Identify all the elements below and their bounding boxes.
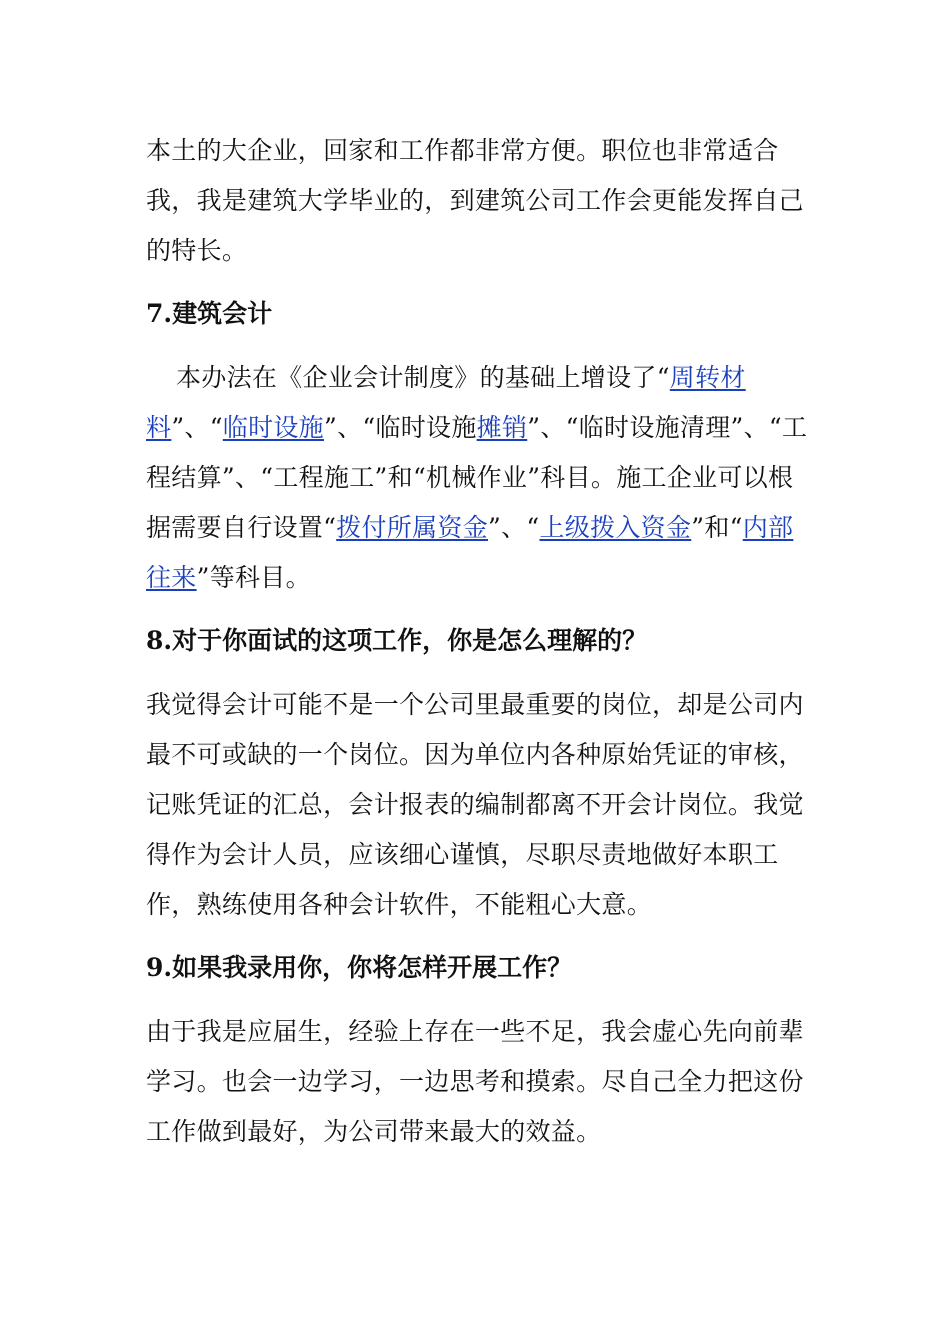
section7-text-3: ”、“临时设施 [323, 413, 477, 442]
section7-text-2: ”、“ [171, 413, 223, 442]
section7-text-6: ”和“ [691, 513, 743, 542]
section7-text-7: ”等科目。 [196, 563, 311, 592]
section7-heading: 7.建筑会计 [146, 299, 273, 328]
link-zhouzhuan-cailiao[interactable]: 周转材料 [146, 363, 746, 442]
section7-paragraph [146, 353, 816, 603]
section8-heading: 8.对于你面试的这项工作，你是怎么理解的？ [146, 626, 648, 655]
section7-text-1: 本办法在《企业会计制度》的基础上增设了“ [176, 363, 670, 392]
link-neibu-wanglai[interactable]: 内部往来 [146, 513, 794, 592]
section6-answer: 本土的大企业，回家和工作都非常方便。职位也非常适合我，我是建筑大学毕业的，到建筑公司工作会更能发挥自己的特长。 [146, 136, 804, 265]
document-page [146, 126, 816, 1157]
link-shangji-boru-zijin[interactable]: 上级拨入资金 [539, 513, 692, 542]
link-bofu-suoshu-zijin[interactable]: 拨付所属资金 [336, 513, 488, 542]
section8-answer: 我觉得会计可能不是一个公司里最重要的岗位，却是公司内最不可或缺的一个岗位。因为单位内各种原始凭证的审核，记账凭证的汇总，会计报表的编制都离不开会计岗位。我觉得作为会计人员，应该细心谨慎，尽职尽责地做好本职工作，熟练使用各种会计软件，不能粗心大意。 [146, 690, 804, 919]
section7-text-4: ”、“临时设施清理”、“工程结算”、“工程施工”和“机械作业”科目。施工企业可以根据需要自行设置“ [146, 413, 808, 542]
section7-text-5: ”、“ [488, 513, 540, 542]
section9-heading: 9.如果我录用你，你将怎样开展工作？ [146, 953, 573, 982]
link-linshi-sheshi[interactable]: 临时设施 [222, 413, 324, 442]
section9-answer: 由于我是应届生，经验上存在一些不足，我会虚心先向前辈学习。也会一边学习，一边思考和摸索。尽自己全力把这份工作做到最好，为公司带来最大的效益。 [146, 1017, 804, 1146]
link-tanxiao[interactable]: 摊销 [476, 413, 528, 442]
